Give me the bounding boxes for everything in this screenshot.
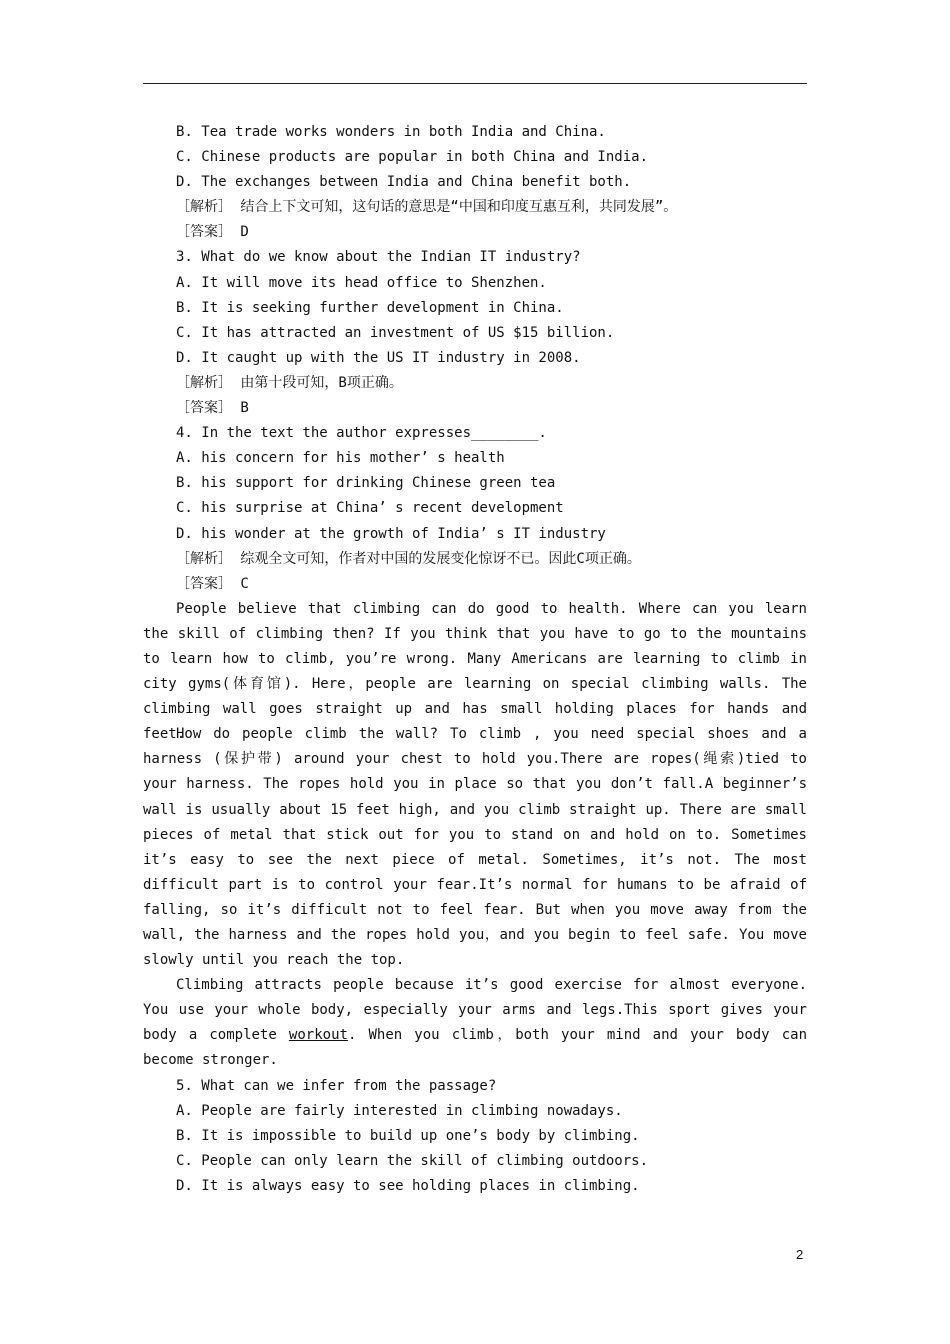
page-content [143,120,807,1199]
passage-p1-line: city gyms(体育馆). Here，people are learning on special climbing walls. The [143,676,807,693]
q5-option-d: D. It is always easy to see holding places in climbing. [176,1177,640,1194]
q3-option-b: B. It is seeking further development in China. [176,299,564,316]
q4-answer: ［答案］ C [176,575,249,592]
passage-p2-line: pieces of metal that stick out for you to stand on and hold on to. Sometimes [143,826,807,843]
q3-option-a: A. It will move its head office to Shenzhen. [176,274,547,291]
header-rule [143,83,807,84]
passage-p1-line: to learn how to climb, you’re wrong. Many Americans are learning to climb in [143,650,807,667]
passage-p1-line: climbing wall goes straight up and has small holding places for hands and feet. [143,701,807,743]
q3-question: 3. What do we know about the Indian IT industry? [176,249,581,266]
passage-p2-line: harness (保护带) around your chest to hold you.There are ropes(绳索)tied to [143,751,807,768]
passage-p3-line: become stronger. [143,1052,278,1069]
passage-p2-line: slowly until you reach the top. [143,952,405,969]
passage-text: body a complete [143,1027,277,1044]
underlined-word: workout [288,1027,348,1044]
passage-p1-line: People believe that climbing can do good to health. Where can you learn [176,600,807,617]
passage-p2-line: it’s easy to see the next piece of metal. Sometimes, it’s not. The most [143,851,807,868]
passage-p2-line: your harness. The ropes hold you in place so that you don’t fall.A beginner’s [143,776,807,793]
passage-p1-line: the skill of climbing then? If you think that you have to go to the mountains [143,625,807,642]
q2-analysis: ［解析］ 结合上下文可知，这句话的意思是“中国和印度互惠互利，共同发展”。 [176,199,678,216]
q2-answer: ［答案］ D [176,224,249,241]
q2-option-d: D. The exchanges between India and China benefit both. [176,174,632,191]
q5-question: 5. What can we infer from the passage? [176,1077,497,1094]
q3-option-c: C. It has attracted an investment of US $15 billion. [176,324,615,341]
q3-option-d: D. It caught up with the US IT industry in 2008. [176,349,581,366]
passage-p2-line: How do people climb the wall? To climb , you need special shoes and a [176,726,807,743]
q4-option-b: B. his support for drinking Chinese green tea [176,475,556,492]
q4-option-d: D. his wonder at the growth of India’ s IT industry [176,525,606,542]
q2-option-c: C. Chinese products are popular in both China and India. [176,149,649,166]
q4-question: 4. In the text the author expresses________. [176,425,547,442]
q4-option-a: A. his concern for his mother’ s health [176,450,505,467]
q5-option-b: B. It is impossible to build up one’s body by climbing. [176,1127,640,1144]
q4-analysis: ［解析］ 综观全文可知，作者对中国的发展变化惊讶不已。因此C项正确。 [176,550,641,567]
passage-p3-line [143,1023,807,1048]
passage-p2-line: falling, so it’s difficult not to feel fear. But when you move away from the [143,901,807,918]
q4-option-c: C. his surprise at China’ s recent development [176,500,564,517]
q3-analysis: ［解析］ 由第十段可知，B项正确。 [176,374,403,391]
passage-text: . When you climb，both your mind and your body can [347,1027,808,1044]
q3-answer: ［答案］ B [176,400,249,417]
passage-p2-line: wall is usually about 15 feet high, and you climb straight up. There are small [143,801,807,818]
q5-option-a: A. People are fairly interested in climbing nowadays. [176,1102,623,1119]
passage-p3-line: You use your whole body, especially your arms and legs.This sport gives your [143,1002,807,1019]
q5-option-c: C. People can only learn the skill of climbing outdoors. [176,1152,649,1169]
passage-p2-line: difficult part is to control your fear.It’s normal for humans to be afraid of [143,876,807,893]
passage-p3-line: Climbing attracts people because it’s good exercise for almost everyone. [176,977,807,994]
passage-p2-line: wall, the harness and the ropes hold you，and you begin to feel safe. You move [143,927,807,943]
page-number: 2 [796,1247,804,1262]
q2-option-b: B. Tea trade works wonders in both India and China. [176,124,606,140]
